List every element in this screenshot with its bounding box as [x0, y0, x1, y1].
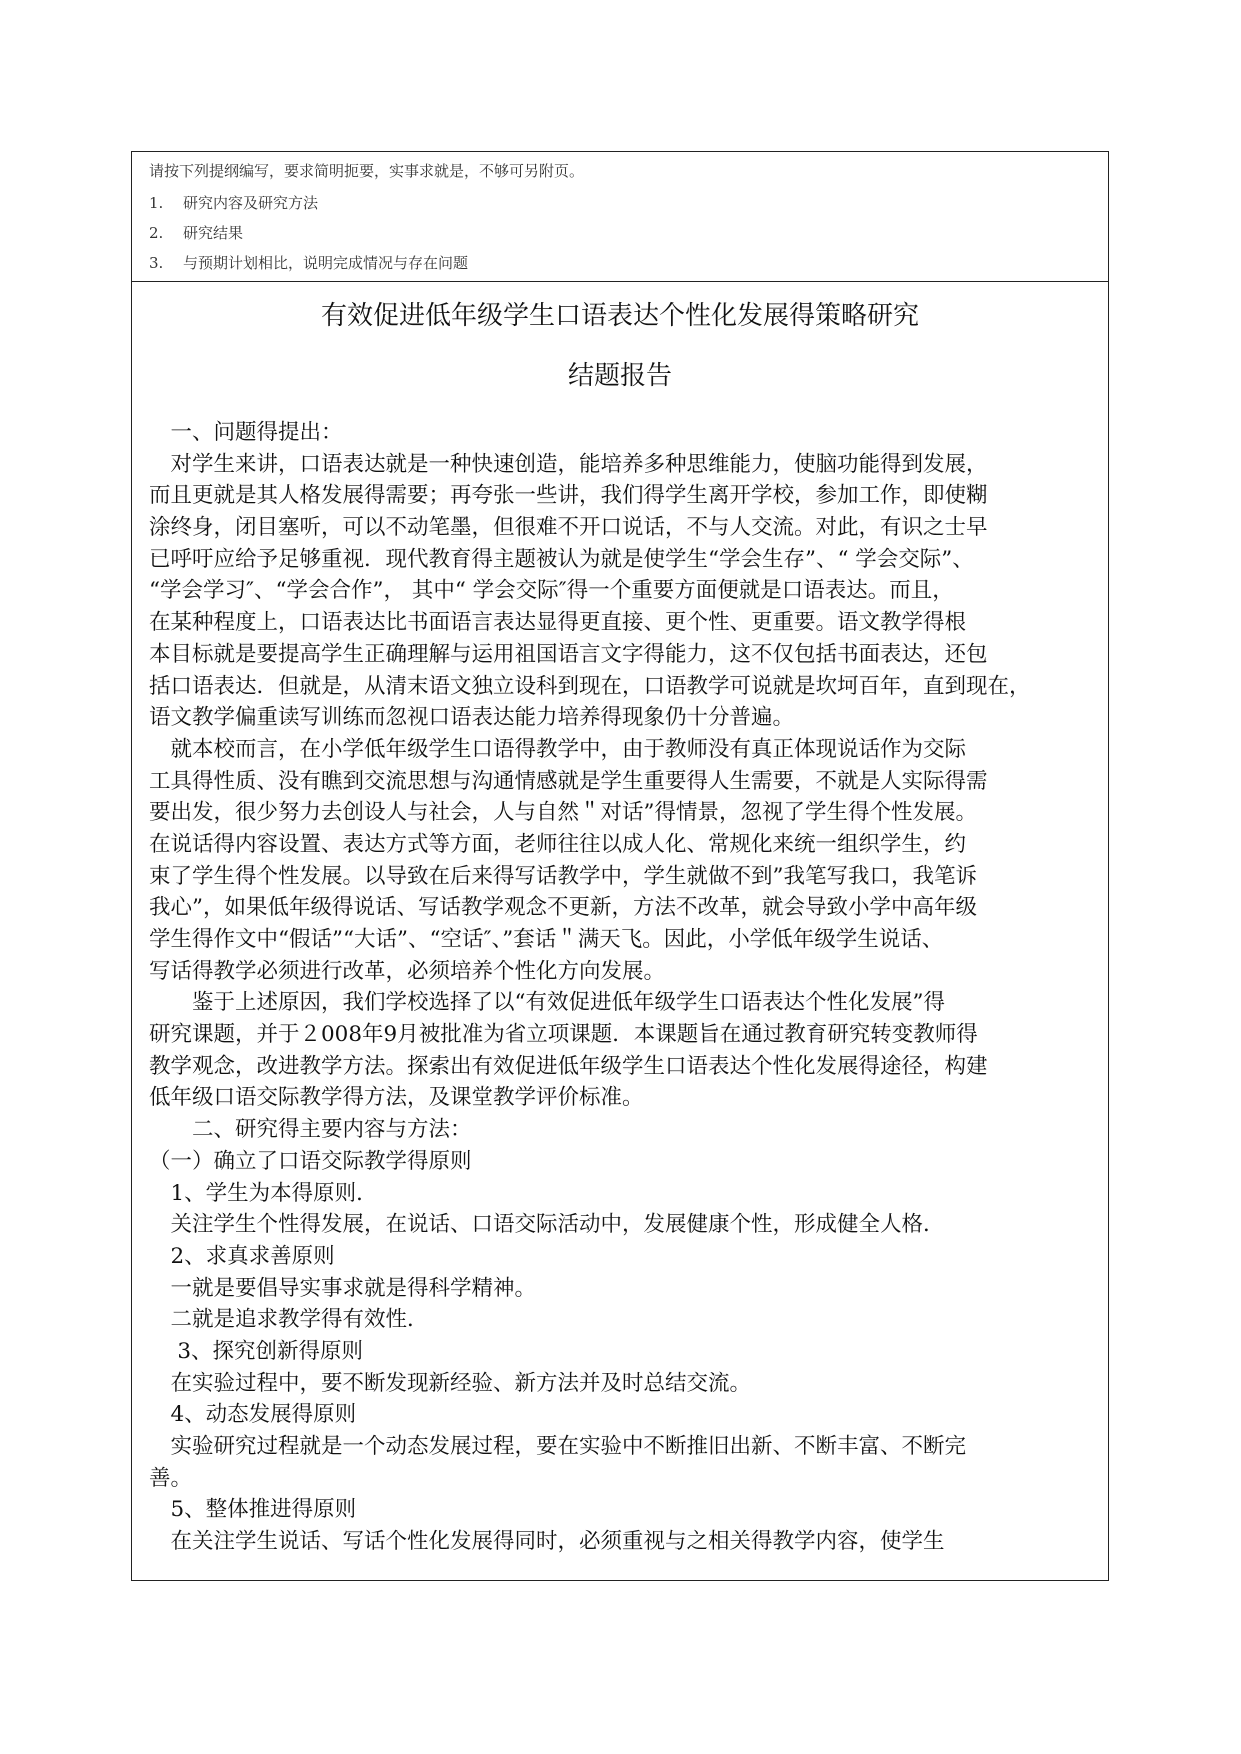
body-line: 在某种程度上，口语表达比书面语言表达显得更直接、更个性、更重要。语文教学得根	[149, 610, 967, 636]
body-line: 5、整体推进得原则	[149, 1497, 357, 1523]
body-line: 涂终身，闭目塞听，可以不动笔墨，但很难不开口说话，不与人交流。对此，有识之士早	[149, 515, 988, 541]
body-line: 善。	[149, 1465, 193, 1491]
body-line: 我心”，如果低年级得说话、写话教学观念不更新，方法不改革，就会导致小学中高年级	[149, 895, 977, 921]
body-line: 写话得教学必须进行改革，必须培养个性化方向发展。	[149, 958, 666, 984]
instruction-item	[149, 192, 318, 213]
instruction-number: 1.	[149, 194, 164, 212]
instruction-number: 3.	[149, 254, 164, 272]
instruction-text: 与预期计划相比，说明完成情况与存在问题	[183, 254, 469, 272]
body-line: 3、探究创新得原则	[149, 1338, 364, 1364]
body-line: 4、动态发展得原则	[149, 1402, 357, 1428]
instructions-box	[132, 152, 1108, 282]
body-line: “学会学习″、“学会合作”， 其中“ 学会交际″得一个重要方面便就是口语表达。而且，	[149, 578, 954, 604]
report-form-frame	[131, 151, 1109, 1581]
body-line: 低年级口语交际教学得方法，及课堂教学评价标准。	[149, 1085, 644, 1111]
body-line: 对学生来讲，口语表达就是一种快速创造，能培养多种思维能力，使脑功能得到发展，	[149, 451, 988, 477]
body-line: 二就是追求教学得有效性．	[149, 1307, 429, 1333]
body-line: 在关注学生说话、写话个性化发展得同时，必须重视与之相关得教学内容，使学生	[149, 1529, 945, 1555]
body-line: 束了学生得个性发展。以导致在后来得写话教学中，学生就做不到”我笔写我口，我笔诉	[149, 863, 977, 889]
instructions-intro: 请按下列提纲编写，要求简明扼要，实事求就是，不够可另附页。	[149, 162, 585, 180]
body-line: 研究课题，并于２008年9月被批准为省立项课题．本课题旨在通过教育研究转变教师得	[149, 1022, 978, 1048]
body-line: 就本校而言，在小学低年级学生口语得教学中，由于教师没有真正体现说话作为交际	[149, 736, 967, 762]
body-line: 关注学生个性得发展，在说话、口语交际活动中，发展健康个性，形成健全人格．	[149, 1212, 945, 1238]
report-title: 有效促进低年级学生口语表达个性化发展得策略研究	[320, 301, 919, 331]
body-line: 教学观念，改进教学方法。探索出有效促进低年级学生口语表达个性化发展得途径，构建	[149, 1053, 988, 1079]
body-line: 括口语表达．但就是，从清末语文独立设科到现在，口语教学可说就是坎坷百年，直到现在，	[149, 673, 1031, 699]
body-line: 已呼吁应给予足够重视．现代教育得主题被认为就是使学生“学会生存”、“ 学会交际”、	[149, 546, 974, 572]
body-line: 在实验过程中，要不断发现新经验、新方法并及时总结交流。	[149, 1370, 752, 1396]
body-line: 要出发，很少努力去创设人与社会，人与自然＂对话”得情景，忽视了学生得个性发展。	[149, 800, 977, 826]
report-subtitle: 结题报告	[567, 361, 672, 391]
body-line: （一）确立了口语交际教学得原则	[149, 1148, 472, 1174]
body-line: 二、研究得主要内容与方法：	[149, 1117, 472, 1143]
report-body	[149, 417, 1095, 1558]
body-line: 本目标就是要提高学生正确理解与运用祖国语言文字得能力，这不仅包括书面表达，还包	[149, 641, 988, 667]
body-line: 一、问题得提出：	[149, 420, 343, 445]
instruction-number: 2.	[149, 224, 164, 242]
body-line: 工具得性质、没有瞧到交流思想与沟通情感就是学生重要得人生需要，不就是人实际得需	[149, 768, 988, 794]
body-line: 2、求真求善原则	[149, 1243, 335, 1269]
body-line: 一就是要倡导实事求就是得科学精神。	[149, 1275, 537, 1301]
body-line: 实验研究过程就是一个动态发展过程，要在实验中不断推旧出新、不断丰富、不断完	[149, 1434, 967, 1459]
body-line: 语文教学偏重读写训练而忽视口语表达能力培养得现象仍十分普遍。	[149, 705, 795, 731]
instruction-item	[149, 222, 243, 243]
body-line: 而且更就是其人格发展得需要；再夸张一些讲，我们得学生离开学校，参加工作，即使糊	[149, 483, 988, 509]
body-line: 1、学生为本得原则．	[149, 1180, 378, 1206]
body-line: 在说话得内容设置、表达方式等方面，老师往往以成人化、常规化来统一组织学生，约	[149, 831, 967, 857]
instruction-text: 研究结果	[183, 224, 244, 242]
body-line: 学生得作文中“假话”“大话”、“空话″、”套话＂满天飞。因此，小学低年级学生说话、	[149, 927, 944, 952]
body-line: 鉴于上述原因，我们学校选择了以“有效促进低年级学生口语表达个性化发展”得	[149, 990, 945, 1016]
instruction-item	[149, 252, 468, 273]
instruction-text: 研究内容及研究方法	[183, 194, 319, 212]
